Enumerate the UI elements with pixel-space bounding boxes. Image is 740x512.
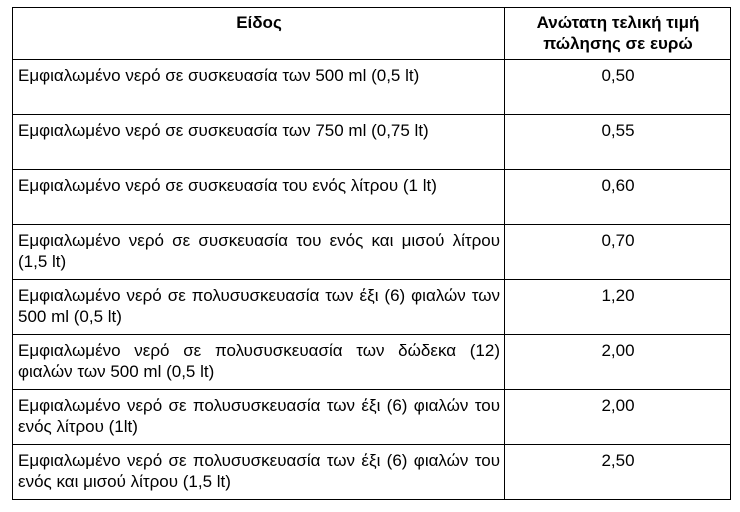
price-cell: 0,55 (505, 115, 731, 170)
item-cell: Εμφιαλωμένο νερό σε συσκευασία του ενός και μισού λίτρου (1,5 lt) (13, 225, 505, 280)
price-cell: 0,50 (505, 60, 731, 115)
price-cell: 0,60 (505, 170, 731, 225)
item-cell: Εμφιαλωμένο νερό σε πολυσυσκευασία των έξι (6) φιαλών του ενός λίτρου (1lt) (13, 390, 505, 445)
price-cell: 2,00 (505, 390, 731, 445)
price-cell: 1,20 (505, 280, 731, 335)
table-header-row (13, 8, 731, 60)
table-row (13, 445, 731, 500)
table-row (13, 390, 731, 445)
header-price: Ανώτατη τελική τιμή πώλησης σε ευρώ (505, 8, 731, 60)
item-cell: Εμφιαλωμένο νερό σε πολυσυσκευασία των δώδεκα (12) φιαλών των 500 ml (0,5 lt) (13, 335, 505, 390)
header-item: Είδος (13, 8, 505, 60)
item-cell: Εμφιαλωμένο νερό σε πολυσυσκευασία των έξι (6) φιαλών του ενός και μισού λίτρου (1,5 lt) (13, 445, 505, 500)
table-row (13, 115, 731, 170)
price-cell: 0,70 (505, 225, 731, 280)
price-cell: 2,50 (505, 445, 731, 500)
table-row (13, 335, 731, 390)
item-cell: Εμφιαλωμένο νερό σε συσκευασία των 750 ml (0,75 lt) (13, 115, 505, 170)
table-row (13, 170, 731, 225)
table-row (13, 60, 731, 115)
item-cell: Εμφιαλωμένο νερό σε συσκευασία του ενός λίτρου (1 lt) (13, 170, 505, 225)
price-cell: 2,00 (505, 335, 731, 390)
table-row (13, 280, 731, 335)
price-table (12, 7, 731, 500)
item-cell: Εμφιαλωμένο νερό σε συσκευασία των 500 ml (0,5 lt) (13, 60, 505, 115)
item-cell: Εμφιαλωμένο νερό σε πολυσυσκευασία των έξι (6) φιαλών των 500 ml (0,5 lt) (13, 280, 505, 335)
table-row (13, 225, 731, 280)
